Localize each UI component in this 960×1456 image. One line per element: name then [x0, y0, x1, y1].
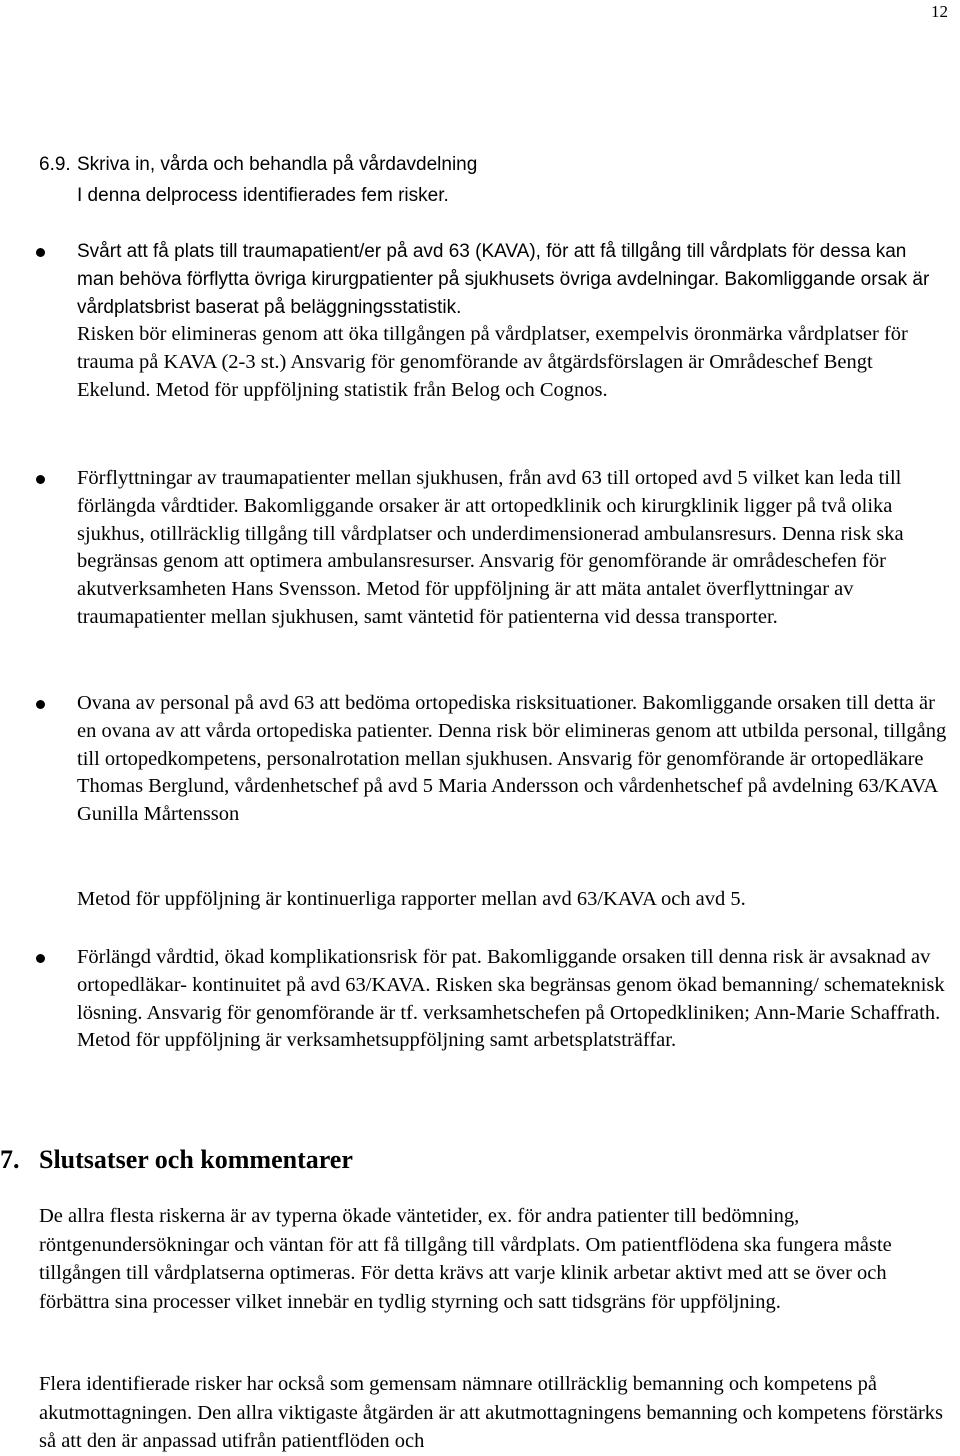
- risk-text: Förlängd vårdtid, ökad komplikationsrisk för pat. Bakomliggande orsaken till denna risk är avsaknad av ortopedläkar- kontinuitet på avd 63/KAVA. Risken ska begränsas genom ökad bemanning/ schemateknisk lösning. Ansvarig för genomförande är tf. verksamhetschefen på Ortopedkliniken; Ann-Marie Schaffrath. Metod för uppföljning är verksamhetsuppföljning samt arbetsplatsträffar.: [77, 946, 945, 1052]
- section-number: 6.9.: [39, 154, 71, 175]
- risk-text: Ovana av personal på avd 63 att bedöma ortopediska risksituationer. Bakomliggande orsaken till detta är en ovana av att vårda ortopediska patienter. Denna risk bör elimineras genom att utbilda personal, tillgång till ortopedkompetens, personalrotation mellan sjukhusen. Ansvarig för genomförande är ortopedläkare Thomas Berglund, vårdenhetschef på avd 5 Maria Andersson och vårdenhetschef på avdelning 63/KAVA Gunilla Mårtensson: [77, 692, 947, 826]
- risk-followup: Metod för uppföljning är kontinuerliga rapporter mellan avd 63/KAVA och avd 5.: [77, 888, 746, 910]
- section-title: Skriva in, vårda och behandla på vårdavdelning: [77, 154, 478, 175]
- risk-text: Förflyttningar av traumapatienter mellan sjukhusen, från avd 63 till ortoped avd 5 vilket kan leda till förlängda vårdtider. Bakomliggande orsaker är att ortopedklinik och kirurgklinik ligger på två olika sjukhus, otillräcklig tillgång till vårdplatser och underdimensionerad ambulansresurs. Denna risk ska begränsas genom att optimera ambulansresurser. Ansvarig för genomförande är områdeschefen för akutverksamheten Hans Svensson. Metod för uppföljning är att mäta antalet överflyttningar av traumapatienter mellan sjukhusen, samt väntetid för patienterna vid dessa transporter.: [77, 467, 904, 628]
- conclusion-paragraph-2: Flera identifierade risker har också som gemensam nämnare otillräcklig bemanning och kompetens på akutmottagningen. Den allra viktigaste åtgärden är att akutmottagningens bemanning och kompetens förstärks så att den är anpassad utifrån patientflöden och: [39, 1373, 944, 1452]
- section-intro: I denna delprocess identifierades fem risker.: [77, 185, 449, 206]
- conclusion-paragraph-1: De allra flesta riskerna är av typerna ökade väntetider, ex. för andra patienter till bedömning, röntgenundersökningar och väntan för att få tillgång till vårdplats. Om patientflödena ska fungera måste tillgången till vårdplatserna optimeras. För detta krävs att varje klinik arbetar aktivt med att se över och förbättra sina processer vilket innebär en tydlig styrning och satt tidsgräns för uppföljning.: [39, 1205, 892, 1313]
- section-heading: [39, 151, 477, 179]
- chapter-heading: [0, 1144, 353, 1176]
- bullet-point: [36, 700, 45, 709]
- bullet-point: [36, 248, 45, 257]
- risk-description: Svårt att få plats till traumapatient/er på avd 63 (KAVA), för att få tillgång till vårdplats för dessa kan man behöva förflytta övriga kirurgpatienter på sjukhusets övriga avdelningar. Bakomliggande orsak är vårdplatsbrist baserat på beläggningsstatistik.: [77, 241, 930, 318]
- chapter-title: Slutsatser och kommentarer: [39, 1145, 353, 1174]
- risk-bullet-4: [77, 944, 947, 1055]
- bullet-point: [36, 954, 45, 963]
- risk-bullet-2: [77, 465, 947, 632]
- bullet-point: [36, 475, 45, 484]
- page-number: 12: [931, 2, 948, 21]
- risk-bullet-3: [77, 690, 947, 829]
- risk-measures: Risken bör elimineras genom att öka tillgången på vårdplatser, exempelvis öronmärka vårdplatser för trauma på KAVA (2-3 st.) Ansvarig för genomförande av åtgärdsförslagen är Områdeschef Bengt Ekelund. Metod för uppföljning statistik från Belog och Cognos.: [77, 323, 908, 401]
- risk-bullet-1: [77, 238, 947, 405]
- chapter-number: 7.: [0, 1145, 20, 1174]
